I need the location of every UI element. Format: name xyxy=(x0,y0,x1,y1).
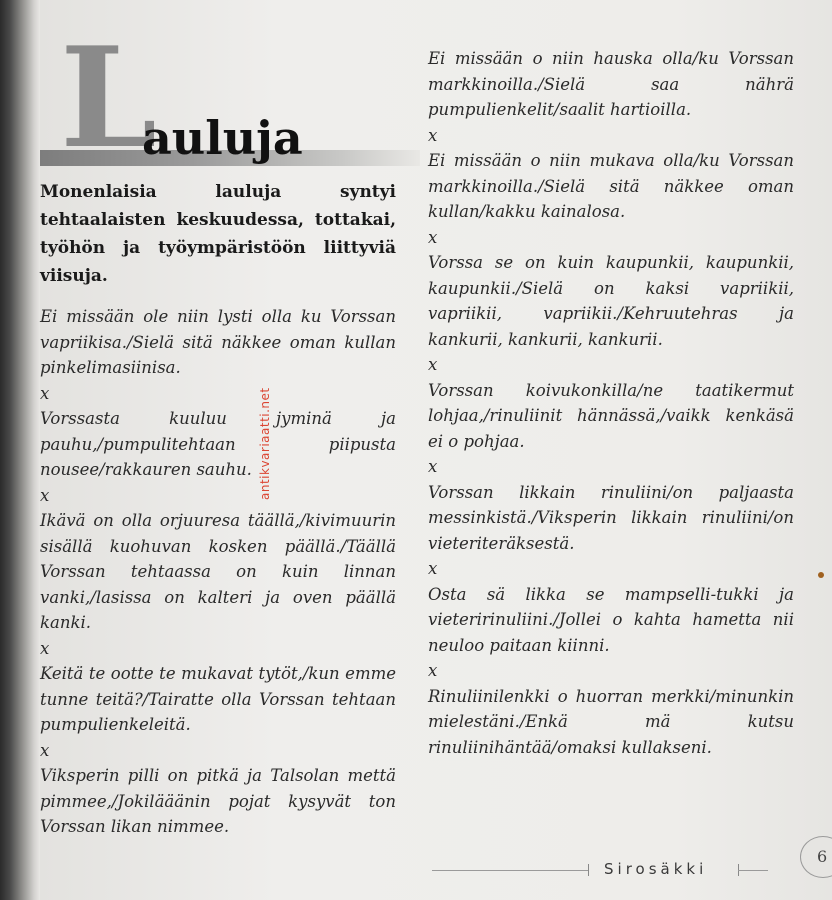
page-number: 6 xyxy=(800,836,832,878)
footer-book-name: Sirosäkki xyxy=(604,860,708,878)
verse: Ei missään o niin hauska olla/ku Vorssan markkinoilla./Sielä saa nährä pumpulienkelit/saalit hartioilla. xyxy=(428,49,794,119)
verse-separator: x xyxy=(40,485,50,505)
verse: Ikävä on olla orjuuresa täällä,/kivimuurin sisällä kuohuvan kosken päällä./Täällä Vorssan tehtaassa on kuin linnan vanki,/lasissa on kalteri ja oven päällä kanki. xyxy=(40,511,396,632)
verse: Ei missään o niin mukava olla/ku Vorssan markkinoilla./Sielä sitä näkkee oman kullan/kakku kainalosa. xyxy=(428,151,794,221)
verse: Rinuliinilenkki o huorran merkki/minunkin mielestäni./Enkä mä kutsu rinuliinihäntää/omaksi kullakseni. xyxy=(428,686,794,757)
footer-rule-left xyxy=(432,870,588,871)
verse-separator: x xyxy=(428,457,438,476)
left-column xyxy=(40,304,396,840)
right-column xyxy=(428,46,794,760)
footer-rule-right xyxy=(738,870,768,871)
verse: Keitä te ootte te mukavat tytöt,/kun emme tunne teitä?/Tairatte olla Vorssan tehtaan pumpulienkeleitä. xyxy=(40,664,396,734)
verse: Viksperin pilli on pitkä ja Talsolan mettä pimmee,/Jokilääänin pojat kysyvät ton Vorssan likan nimmee. xyxy=(40,766,396,836)
verse-separator: x xyxy=(40,383,50,403)
print-speck xyxy=(818,572,824,578)
page-title: auluja xyxy=(142,111,303,165)
book-binding-shadow xyxy=(0,0,40,900)
watermark: antikvariaatti.net xyxy=(258,387,272,500)
footer-bar-left xyxy=(588,864,589,876)
verse: Osta sä likka se mampselli-tukki ja vieteririnuliini./Jollei o kahta hametta nii neuloo paitaan kiinni. xyxy=(428,584,794,655)
verse: Vorssan likkain rinuliini/on paljaasta messinkistä./Viksperin likkain rinuliini/on vieteriteräksestä. xyxy=(428,482,794,553)
verse-separator: x xyxy=(40,638,50,658)
intro-paragraph: Monenlaisia lauluja syntyi tehtaalaisten keskuudessa, tottakai, työhön ja työympäristöön liittyviä viisuja. xyxy=(40,182,396,286)
verse-separator: x xyxy=(428,661,438,680)
verse-separator: x xyxy=(428,227,438,247)
verse: Vorssa se on kuin kaupunkii, kaupunkii, kaupunkii./Sielä on kaksi vapriikii, vapriikii, vapriikii./Kehruutehras ja kankurii, kankurii, kankurii. xyxy=(428,253,794,349)
verse: Vorssasta kuuluu jyminä ja pauhu,/pumpulitehtaan piipusta nousee/rakkauren sauhu. xyxy=(40,409,396,479)
verse-separator: x xyxy=(428,355,438,374)
title-dropcap: L xyxy=(60,16,154,179)
verse-separator: x xyxy=(428,559,438,578)
verse: Ei missään ole niin lysti olla ku Vorssan vapriikisa./Sielä sitä näkkee oman kullan pinkelimasiinisa. xyxy=(40,307,396,377)
verse-separator: x xyxy=(428,125,438,145)
verse-separator: x xyxy=(40,740,50,760)
verse: Vorssan koivukonkilla/ne taatikermut lohjaa,/rinuliinit hännässä,/vaikk kenkäsä ei o pohjaa. xyxy=(428,380,794,451)
page-footer xyxy=(432,860,772,880)
